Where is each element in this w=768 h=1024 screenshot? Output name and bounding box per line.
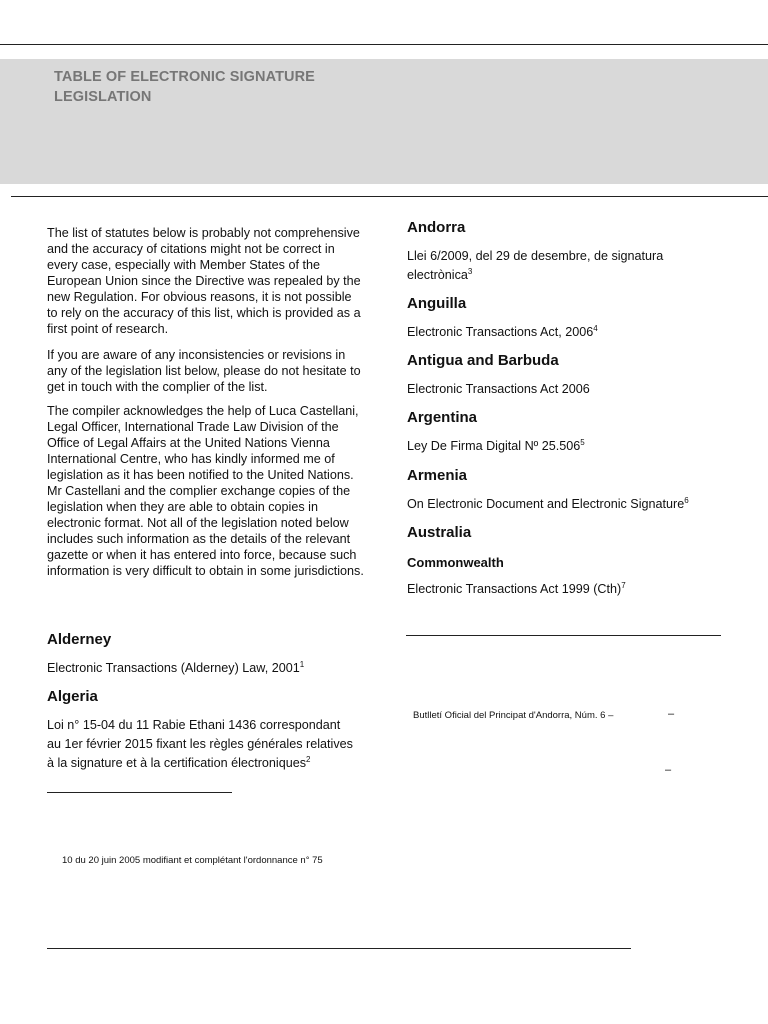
entry-anguilla [407,323,598,341]
entry-armenia [407,495,689,513]
intro-paragraph-3: The compiler acknowledges the help of Luca Castellani, Legal Officer, International Trade Law Division of the Office of Legal Affairs at the United Nations Vienna International Centre, who has kindly informed me of legislation as it has been notified to the United Nations. Mr Castellani and the complier exchange copies of the legislation when they are able to obtain copies in electronic format. Not all of the legislation noted below includes such information as the details of the relevant gazette or when it has entered into force, because such information is very difficult to obtain in some jurisdictions. [47,404,364,578]
banner-bottom-rule [11,196,768,197]
footnote-ref-1: 1 [299,659,305,669]
entry-andorra-line-1: Llei 6/2009, del 29 de desembre, de signatura [407,249,664,263]
footnote-algeria-text: 10 du 20 juin 2005 modifiant et complétant l'ordonnance n° 75 [62,855,323,866]
left-footnote-rule [47,792,232,793]
entry-australia-text: Electronic Transactions Act 1999 (Cth) [407,582,622,596]
entry-algeria-text: à la signature et à la certification électroniques [47,756,307,770]
footnote-andorra-text: Butlletí Oficial del Principat d'Andorra, Núm. 6 – [413,710,614,721]
footnote-ref-6: 6 [684,495,689,505]
entry-andorra-text: electrònica [407,268,468,282]
entry-alderney [47,659,304,677]
heading-alderney: Alderney [47,631,112,648]
footnote-ref-5: 5 [580,437,585,447]
entry-anguilla-text: Electronic Transactions Act, 2006 [407,325,594,339]
intro-paragraph-2: If you are aware of any inconsistencies or revisions in any of the legislation list below, please do not hesitate to get in touch with the complier of the list. [47,348,361,394]
heading-antigua-and-barbuda: Antigua and Barbuda [407,352,559,369]
heading-algeria: Algeria [47,688,98,705]
intro-paragraph-1: The list of statutes below is probably not comprehensive and the accuracy of citations might not be correct in every case, especially with Member States of the European Union since the Directive was repealed by the new Regulation. For obvious reasons, it is not possible to rely on the accuracy of this list, which is provided as a first point of research. [47,226,361,336]
entry-antigua-and-barbuda: Electronic Transactions Act 2006 [407,382,590,396]
right-footnote-rule [406,635,721,636]
entry-armenia-text: On Electronic Document and Electronic Signature [407,497,685,511]
page-title [54,67,354,107]
entry-algeria-line-2: au 1er février 2015 fixant les règles générales relatives [47,737,353,751]
entry-argentina [407,437,585,455]
footnote-ref-4: 4 [593,323,598,333]
subheading-commonwealth: Commonwealth [407,555,504,570]
heading-argentina: Argentina [407,409,478,426]
heading-australia: Australia [407,524,472,541]
footnote-dash-1: – [668,708,675,720]
bottom-rule [47,948,631,949]
page-title-line-1: TABLE OF ELECTRONIC SIGNATURE [54,69,315,85]
entry-australia [407,580,626,598]
heading-andorra: Andorra [407,219,466,236]
entry-algeria-line-3 [47,754,310,772]
footnote-ref-2: 2 [306,754,311,764]
heading-anguilla: Anguilla [407,295,467,312]
footnote-ref-7: 7 [621,580,626,590]
top-rule [0,44,768,45]
page-title-line-2: LEGISLATION [54,89,152,105]
footnote-ref-3: 3 [467,266,473,276]
footnote-dash-2: – [665,764,672,776]
entry-algeria-line-1: Loi n° 15-04 du 11 Rabie Ethani 1436 correspondant [47,718,341,732]
heading-armenia: Armenia [407,467,468,484]
entry-argentina-text: Ley De Firma Digital Nº 25.506 [407,439,581,453]
entry-andorra-line-2 [407,266,472,284]
entry-alderney-text: Electronic Transactions (Alderney) Law, 2001 [47,661,300,675]
